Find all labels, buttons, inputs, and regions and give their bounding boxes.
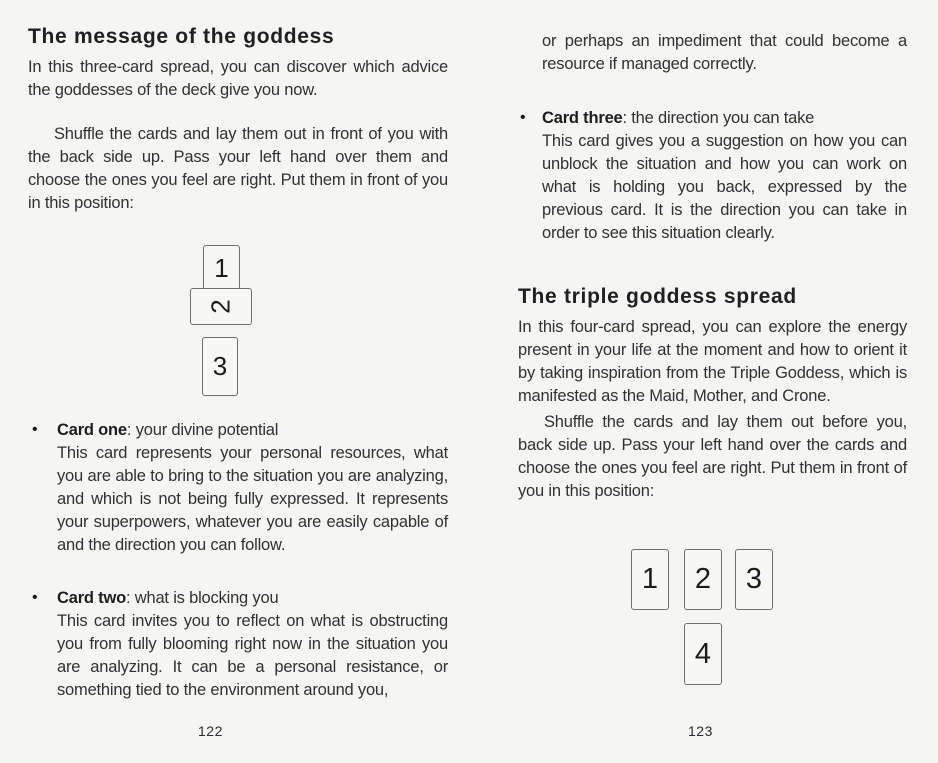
card-1-label: 1	[214, 253, 229, 283]
card-4-label: 4	[694, 637, 712, 670]
right-page	[518, 0, 907, 686]
bullet-card-one-title: Card one	[57, 421, 127, 439]
bullet-card-three-subtitle: : the direction you can take	[622, 109, 815, 127]
bullet-card-two-title: Card two	[57, 589, 126, 607]
left-instructions-paragraph: Shuffle the cards and lay them out in front of you with the back side up. Pass your left hand over them and choose the ones you feel are right. Put them in front of you in this position:	[28, 125, 448, 212]
three-card-spread-diagram	[28, 245, 448, 396]
four-card-spread-diagram	[518, 549, 907, 686]
right-instructions-paragraph: Shuffle the cards and lay them out before you, back side up. Pass your left hand over the cards and choose the ones you feel are right. Put them in front of you in this position:	[518, 413, 907, 500]
left-intro-paragraph: In this three-card spread, you can discover which advice the goddesses of the deck give you now.	[28, 58, 448, 99]
bullet-card-three	[518, 107, 907, 245]
right-intro-paragraph: In this four-card spread, you can explore the energy present in your life at the moment and how to orient it by taking inspiration from the Triple Goddess, which is manifested as the Maid, Mother, and Crone.	[518, 318, 907, 405]
page-number-left: 122	[198, 723, 223, 739]
section-heading-message-of-goddess: The message of the goddess	[28, 25, 335, 48]
bullet-marker: •	[32, 589, 38, 606]
spread-card-3	[735, 549, 773, 610]
bullet-card-two	[28, 587, 448, 702]
continuation-paragraph: or perhaps an impediment that could become a resource if managed correctly.	[542, 32, 907, 73]
bullet-card-one-subtitle: : your divine potential	[126, 421, 279, 439]
bullet-card-two-subtitle: : what is blocking you	[125, 589, 279, 607]
bullet-card-three-title: Card three	[542, 109, 623, 127]
spread-card-4	[684, 623, 722, 685]
card-3-label: 3	[745, 563, 763, 595]
bullet-marker: •	[520, 109, 526, 126]
bullet-card-one	[28, 419, 448, 557]
bullet-marker: •	[32, 421, 38, 438]
bullet-card-two-body: This card invites you to reflect on what is obstructing you from fully blooming right now in the situation you are analyzing. It can be a personal resistance, or something tied to the environment around you,	[57, 612, 448, 699]
card-1-label: 1	[641, 563, 659, 595]
left-page	[28, 0, 448, 702]
spread-card-1	[203, 245, 240, 292]
section-heading-triple-goddess: The triple goddess spread	[518, 285, 797, 308]
spread-card-2-horizontal	[190, 288, 252, 325]
card-2-label: 2	[694, 563, 712, 595]
bullet-card-one-body: This card represents your personal resources, what you are able to bring to the situation you are analyzing, and which is not being fully expressed. It represents your superpowers, whatever you are easily capable of and the direction you can follow.	[57, 444, 448, 554]
spread-card-1	[631, 549, 669, 610]
card-2-label: 2	[205, 299, 236, 314]
spread-card-2	[684, 549, 722, 610]
page-number-right: 123	[688, 723, 713, 739]
spread-card-3	[202, 337, 238, 396]
bullet-card-three-body: This card gives you a suggestion on how you can unblock the situation and how you can work on what is holding you back, expressed by the previous card. It is the direction you can take in order to see this situation clearly.	[542, 132, 907, 242]
card-3-label: 3	[212, 351, 228, 381]
